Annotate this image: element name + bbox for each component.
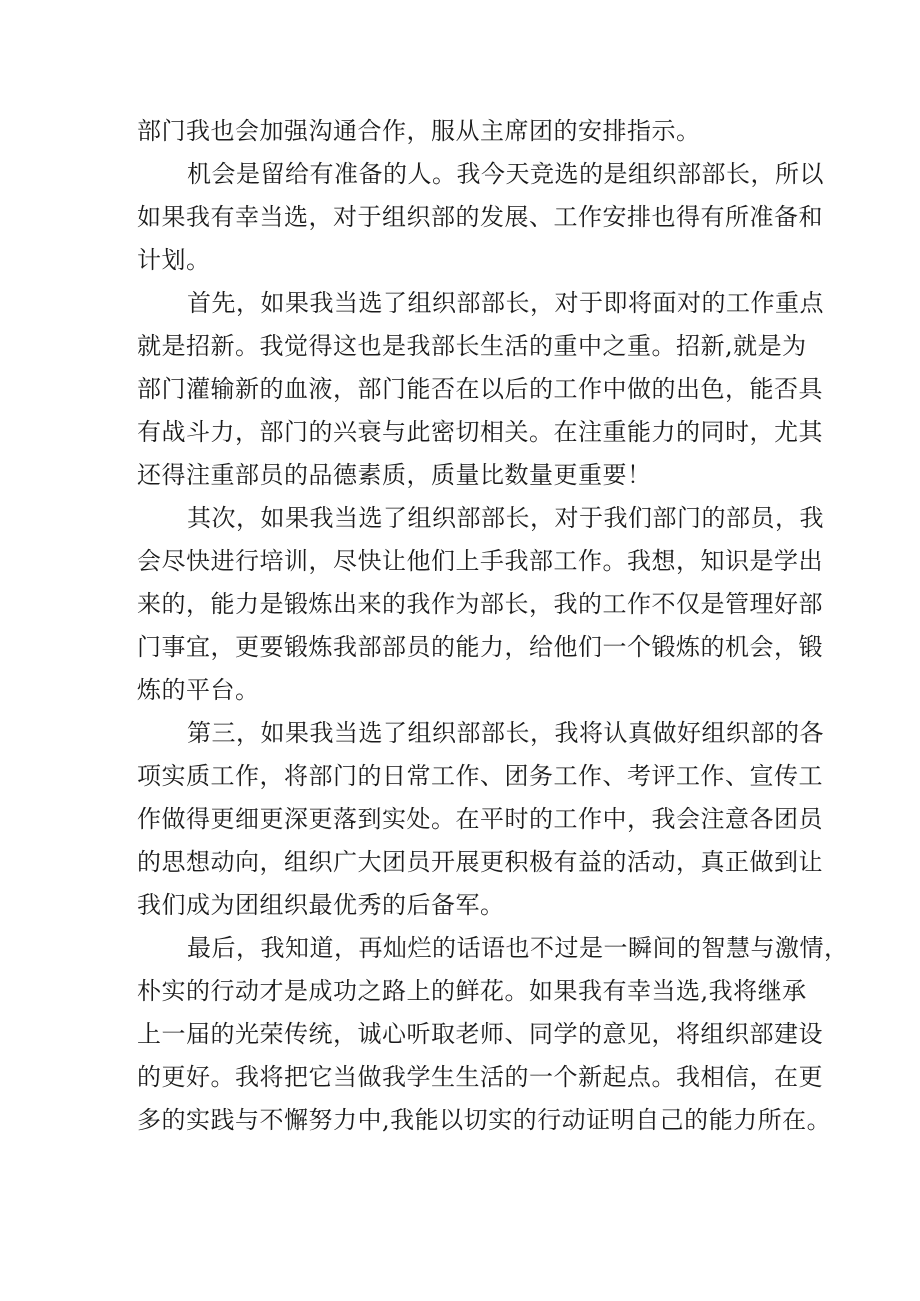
text-line: 就是招新。我觉得这也是我部长生活的重中之重。招新,就是为 (137, 332, 807, 360)
text-line: 项实质工作，将部门的日常工作、团务工作、考评工作、宣传工 (137, 762, 823, 790)
text-line: 朴实的行动才是成功之路上的鲜花。如果我有幸当选,我将继承 (137, 977, 807, 1005)
text-line: 机会是留给有准备的人。我今天竞选的是组织部部长，所以 (187, 160, 824, 188)
text-line: 的思想动向，组织广大团员开展更积极有益的活动，真正做到让 (137, 848, 823, 876)
text-line: 部门灌输新的血液，部门能否在以后的工作中做的出色，能否具 (137, 375, 823, 403)
text-line: 门事宜，更要锻炼我部部员的能力，给他们一个锻炼的机会，锻 (137, 633, 823, 661)
paragraph-0 (137, 110, 787, 153)
text-line: 首先，如果我当选了组织部部长，对于即将面对的工作重点 (187, 289, 824, 317)
paragraph-5 (137, 927, 849, 1142)
text-line: 最后，我知道，再灿烂的话语也不过是一瞬间的智慧与激情， (187, 934, 849, 962)
text-line: 如果我有幸当选，对于组织部的发展、工作安排也得有所准备和 (137, 203, 823, 231)
text-line: 会尽快进行培训，尽快让他们上手我部工作。我想，知识是学出 (137, 547, 823, 575)
text-line: 来的，能力是锻炼出来的我作为部长，我的工作不仅是管理好部 (137, 590, 823, 618)
document-body (137, 110, 849, 1142)
text-line: 部门我也会加强沟通合作，服从主席团的安排指示。 (137, 117, 701, 145)
text-line: 第三，如果我当选了组织部部长，我将认真做好组织部的各 (187, 719, 824, 747)
text-line: 还得注重部员的品德素质，质量比数量更重要！ (137, 461, 652, 489)
paragraph-4 (137, 712, 824, 927)
text-line: 的更好。我将把它当做我学生生活的一个新起点。我相信，在更 (137, 1063, 823, 1091)
text-line: 其次，如果我当选了组织部部长，对于我们部门的部员，我 (187, 504, 824, 532)
text-line: 有战斗力，部门的兴衰与此密切相关。在注重能力的同时，尤其 (137, 418, 823, 446)
text-line: 上一届的光荣传统，诚心听取老师、同学的意见，将组织部建设 (137, 1020, 823, 1048)
paragraph-3 (137, 497, 824, 712)
text-line: 计划。 (137, 246, 211, 274)
text-line: 多的实践与不懈努力中,我能以切实的行动证明自己的能力所在。 (137, 1106, 832, 1134)
text-line: 炼的平台。 (137, 676, 260, 704)
paragraph-2 (137, 282, 824, 497)
text-line: 作做得更细更深更落到实处。在平时的工作中，我会注意各团员 (137, 805, 823, 833)
text-line: 我们成为团组织最优秀的后备军。 (137, 891, 505, 919)
paragraph-1 (137, 153, 824, 282)
